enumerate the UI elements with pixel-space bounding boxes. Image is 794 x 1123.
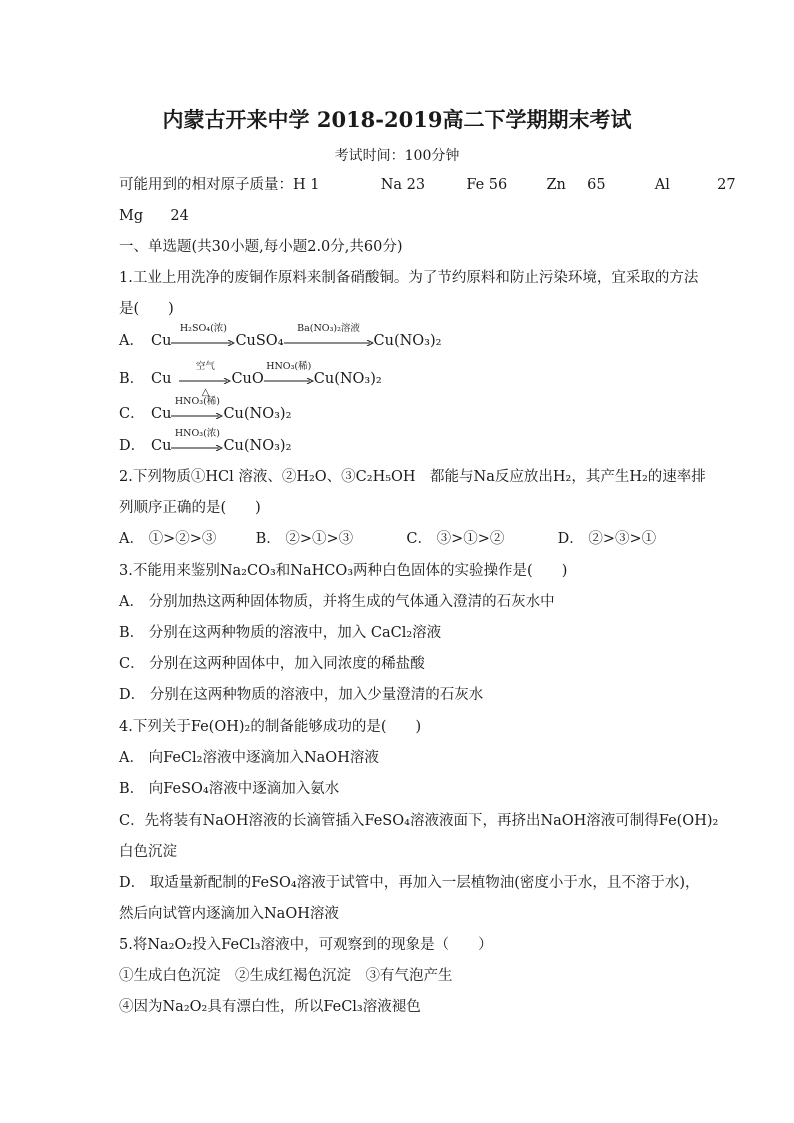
reaction-arrow (171, 396, 223, 423)
q3-stem: 3.不能用来鉴别Na₂CO₃和NaHCO₃两种白色固体的实验操作是( ) (119, 563, 568, 579)
mass-mg: Mg (119, 208, 144, 224)
arrow-icon (171, 340, 235, 346)
reaction-arrow (284, 323, 374, 350)
q1-stem-cont: 是( ) (119, 301, 174, 317)
mass-fe: Fe 56 (466, 177, 508, 193)
reactant-cu: Cu (151, 438, 172, 454)
q1-option-a[interactable] (119, 323, 442, 350)
product: Cu(NO₃)₂ (223, 406, 292, 422)
q1-option-b[interactable] (119, 361, 382, 398)
reaction-arrow (179, 361, 231, 398)
q4-option-a[interactable]: A． 向FeCl₂溶液中逐滴加入NaOH溶液 (119, 750, 379, 766)
intermediate: CuSO₄ (235, 333, 284, 349)
reactant-cu: Cu (151, 371, 172, 387)
q5-stem: 5.将Na₂O₂投入FeCl₃溶液中，可观察到的现象是（ ） (119, 937, 493, 953)
q5-statements: ①生成白色沉淀 ②生成红褐色沉淀 ③有气泡产生 (119, 968, 453, 984)
reactant-cu: Cu (151, 406, 172, 422)
option-label: B． (119, 371, 145, 387)
q4-option-b[interactable]: B． 向FeSO₄溶液中逐滴加入氨水 (119, 781, 340, 797)
q1-option-c[interactable] (119, 396, 292, 423)
q3-option-b[interactable]: B． 分别在这两种物质的溶液中，加入 CaCl₂溶液 (119, 625, 442, 641)
mass-al-value: 27 (717, 177, 736, 193)
reaction-condition: HNO₃(浓) (174, 428, 220, 439)
product: Cu(NO₃)₂ (373, 333, 442, 349)
option-label: C． (119, 406, 145, 422)
q2-option-b[interactable]: B． ②>①>③ (255, 531, 354, 547)
q1-option-d[interactable] (119, 428, 292, 455)
q4-stem: 4.下列关于Fe(OH)₂的制备能够成功的是( ) (119, 719, 422, 735)
page-title: 内蒙古开来中学 2018-2019高二下学期期末考试 (162, 107, 632, 132)
reaction-condition: HNO₃(稀) (174, 396, 220, 407)
q4-option-c-cont: 白色沉淀 (119, 844, 177, 860)
mass-zn: Zn (546, 177, 566, 193)
exam-duration: 考试时间：100分钟 (334, 148, 460, 164)
q2-option-d[interactable]: D． ②>③>① (557, 531, 657, 547)
atomic-mass-line-2 (119, 207, 189, 225)
q4-option-d-cont: 然后向试管内逐滴加入NaOH溶液 (119, 906, 339, 922)
q2-option-c[interactable]: C． ③>①>② (406, 531, 505, 547)
reaction-condition: 空气 (195, 361, 215, 372)
arrow-icon (171, 445, 223, 451)
q4-option-c[interactable]: C．先将装有NaOH溶液的长滴管插入FeSO₄溶液液面下，再挤出NaOH溶液可制得Fe(OH)₂ (119, 813, 719, 829)
q3-option-a[interactable]: A． 分别加热这两种固体物质，并将生成的气体通入澄清的石灰水中 (119, 594, 555, 610)
option-label: D． (119, 438, 146, 454)
reaction-condition: HNO₃(稀) (266, 361, 312, 372)
reaction-condition: H₂SO₄(浓) (179, 323, 227, 334)
mass-na: Na 23 (380, 177, 426, 193)
intermediate: CuO (231, 371, 264, 387)
q4-option-d[interactable]: D． 取适量新配制的FeSO₄溶液于试管中，再加入一层植物油(密度小于水，且不溶于水)， (119, 875, 700, 891)
product: Cu(NO₃)₂ (313, 371, 382, 387)
heat-symbol: △ (201, 387, 210, 398)
q2-stem: 2.下列物质①HCl 溶液、②H₂O、③C₂H₅OH 都能与Na反应放出H₂，其产生H₂的速率排 (119, 469, 706, 485)
atomic-mass-line (119, 176, 736, 194)
arrow-icon (171, 413, 223, 419)
reaction-arrow (171, 323, 235, 350)
atomic-mass-label: 可能用到的相对原子质量：H 1 (119, 177, 320, 193)
q5-statement-4: ④因为Na₂O₂具有漂白性，所以FeCl₃溶液褪色 (119, 999, 421, 1015)
q2-options (119, 530, 656, 548)
reactant-cu: Cu (151, 333, 172, 349)
mass-mg-value: 24 (170, 208, 189, 224)
q2-stem-cont: 列顺序正确的是( ) (119, 500, 261, 516)
option-label: A． (119, 333, 144, 349)
mass-al: Al (654, 177, 670, 193)
reaction-arrow (171, 428, 223, 455)
q3-option-c[interactable]: C． 分别在这两种固体中，加入同浓度的稀盐酸 (119, 656, 425, 672)
mass-zn-value: 65 (587, 177, 606, 193)
arrow-icon (284, 340, 374, 346)
q2-option-a[interactable]: A． ①>②>③ (119, 531, 217, 547)
q3-option-d[interactable]: D． 分别在这两种物质的溶液中，加入少量澄清的石灰水 (119, 687, 484, 703)
q1-stem: 1.工业上用洗净的废铜作原料来制备硝酸铜。为了节约原料和防止污染环境，宜采取的方法 (119, 270, 699, 286)
section-heading: 一、单选题(共30小题,每小题2.0分,共60分) (119, 239, 403, 255)
reaction-condition: Ba(NO₃)₂溶液 (297, 323, 360, 334)
product: Cu(NO₃)₂ (223, 438, 292, 454)
reaction-arrow (264, 361, 314, 388)
arrow-icon (264, 378, 314, 384)
